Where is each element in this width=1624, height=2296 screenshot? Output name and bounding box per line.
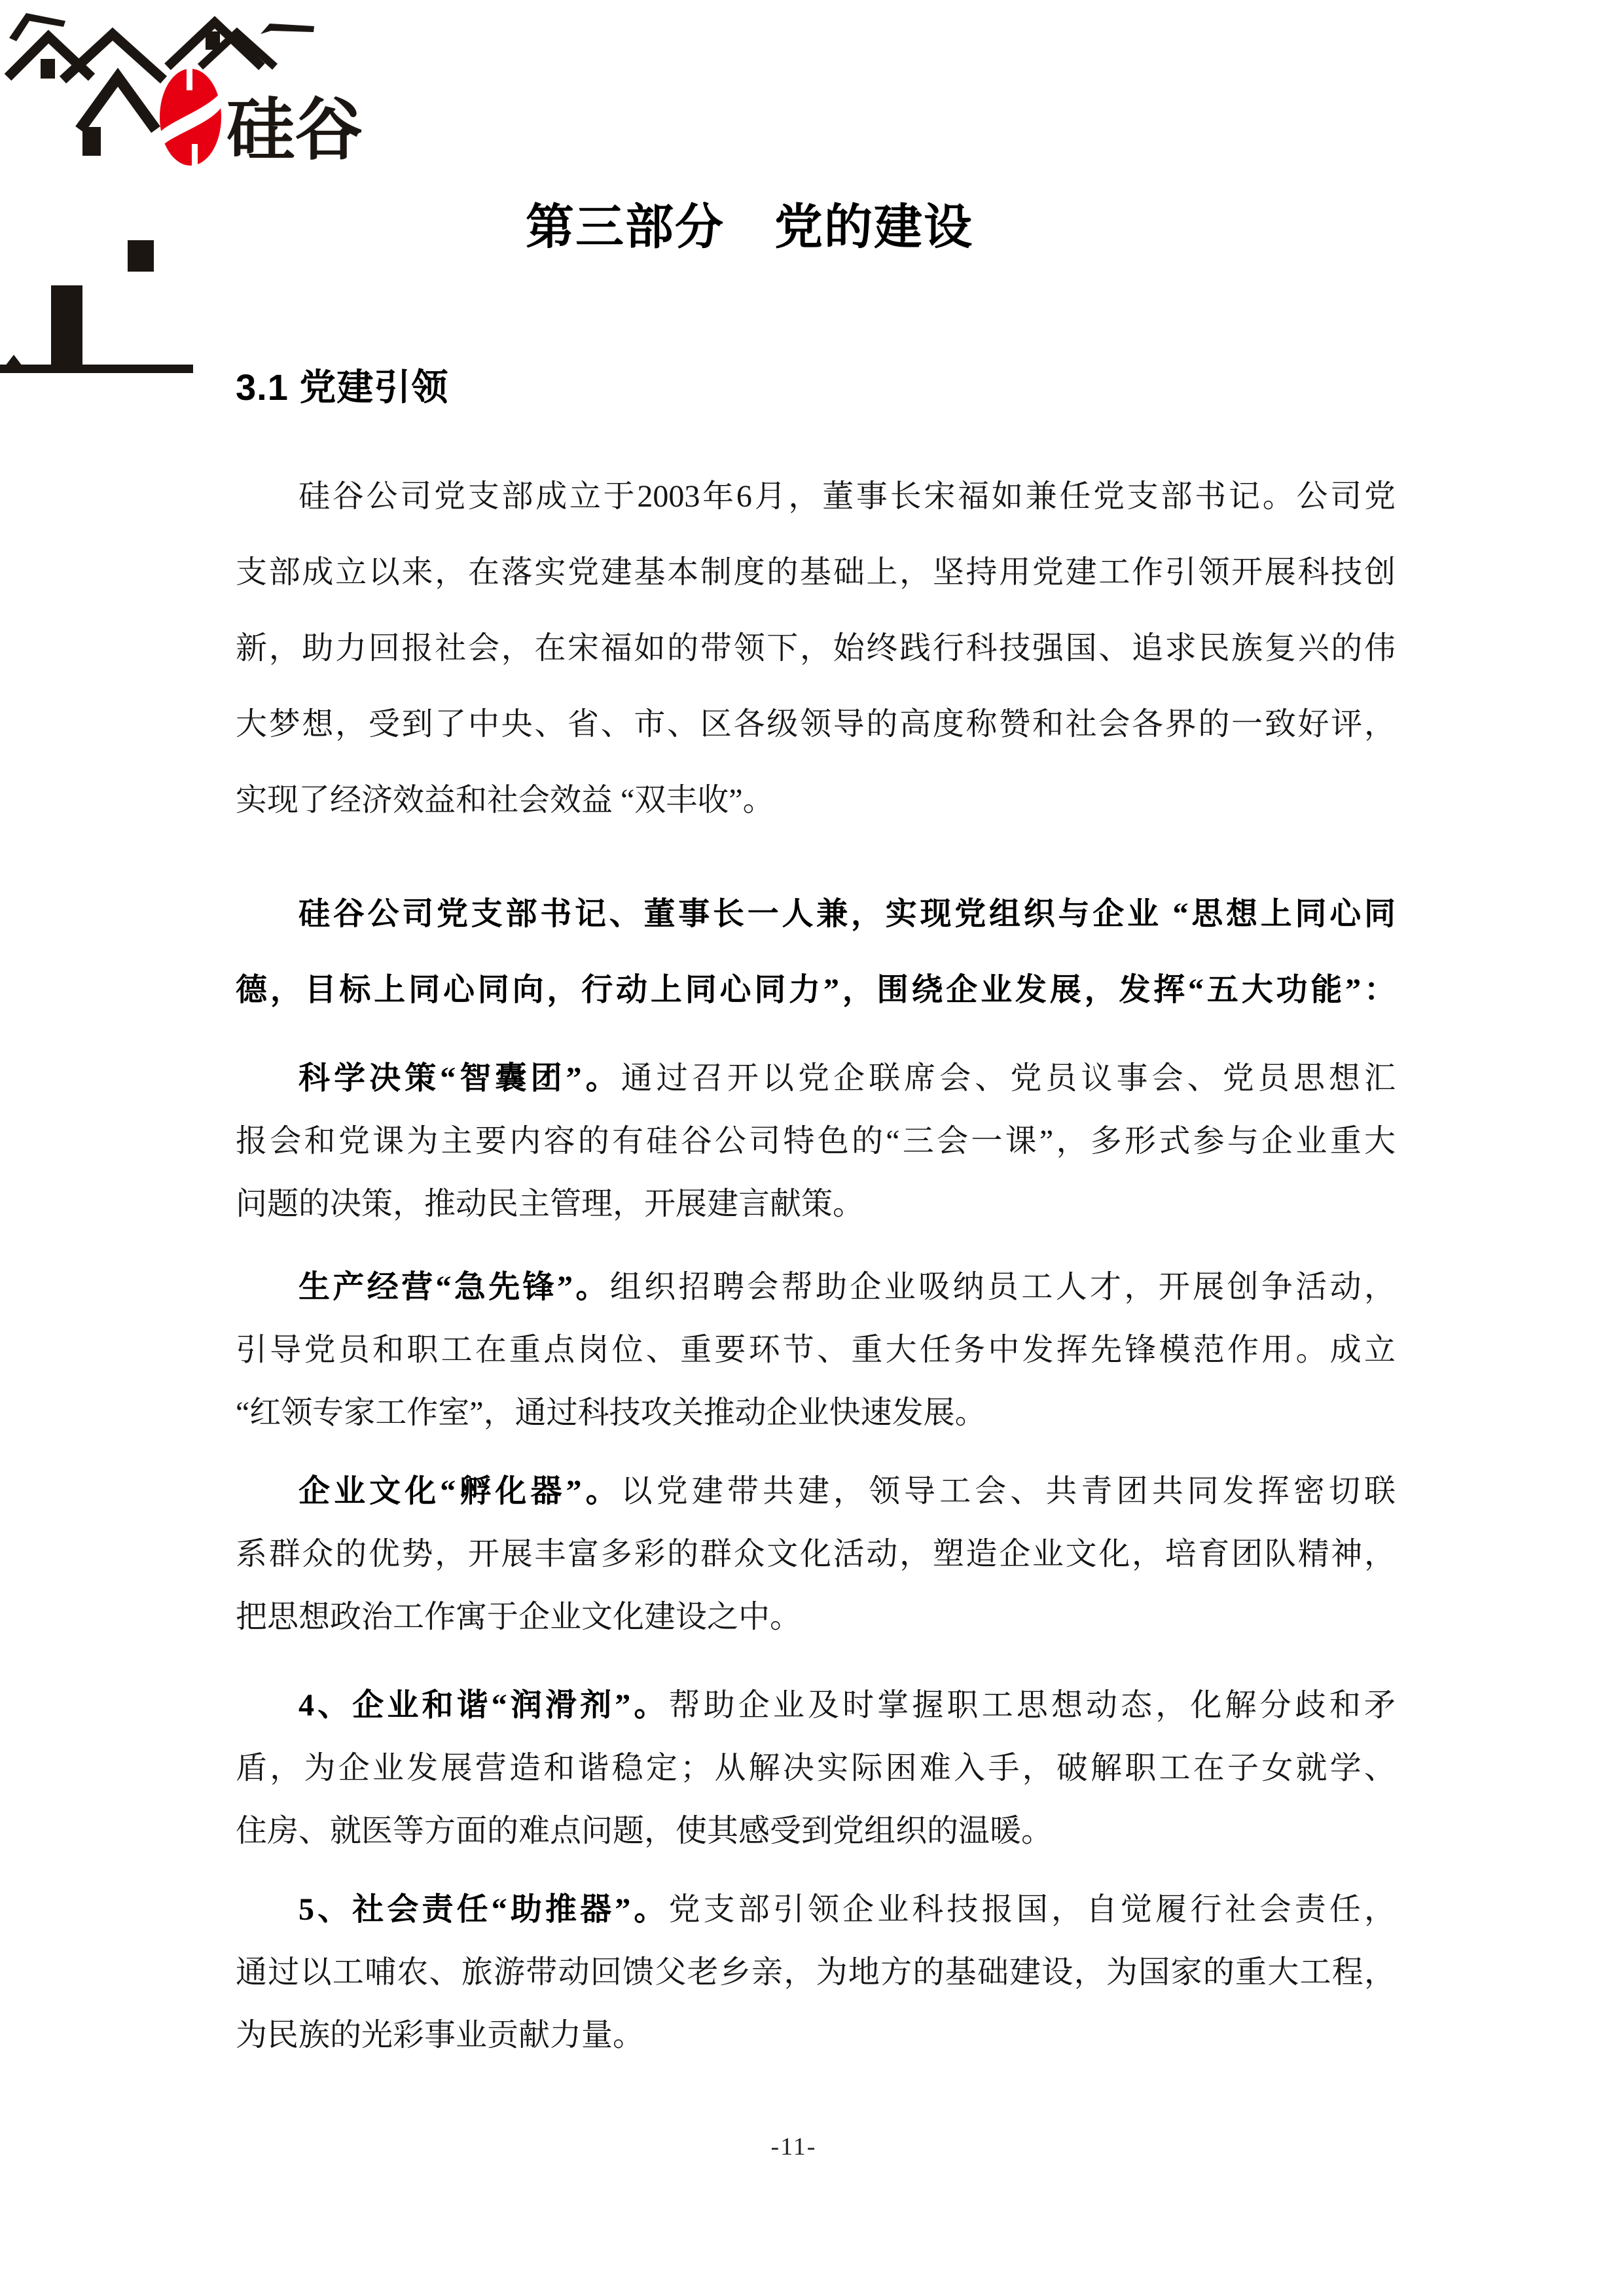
body-text: 组织招聘会帮助企业吸纳员工人才，开展创争活动， (609, 1270, 1396, 1304)
text-line (236, 876, 1396, 952)
logo-wordmark: 硅谷 (226, 92, 363, 168)
text-line (236, 1586, 1396, 1649)
body-text: 支部成立以来，在落实党建基本制度的基础上，坚持用党建工作引领开展科技创 (236, 555, 1396, 590)
body-paragraph (236, 1460, 1396, 1649)
document-body (236, 0, 1396, 2296)
red-s-emblem-icon (160, 67, 221, 168)
text-line (236, 459, 1396, 535)
text-line (236, 1674, 1396, 1737)
page-number: -11- (770, 2133, 817, 2161)
section-heading: 3.1 党建引领 (236, 367, 449, 408)
body-paragraph (236, 1256, 1396, 1444)
body-text: 通过召开以党企联席会、党员议事会、党员思想汇 (621, 1061, 1396, 1096)
text-line (236, 1047, 1396, 1110)
body-text: 大梦想，受到了中央、省、市、区各级领导的高度称赞和社会各界的一致好评， (236, 707, 1396, 742)
body-text: 新，助力回报社会，在宋福如的带领下，始终践行科技强国、追求民族复兴的伟 (236, 631, 1396, 666)
bold-lead-text: 生产经营“急先锋”。 (298, 1270, 610, 1304)
text-line (236, 1382, 1396, 1444)
text-line (236, 1941, 1396, 2004)
text-line (236, 535, 1396, 611)
body-paragraph (236, 459, 1396, 838)
text-line (236, 952, 1396, 1028)
body-text: 问题的决策，推动民主管理，开展建言献策。 (236, 1187, 865, 1221)
bold-lead-text: 5、社会责任“助推器”。 (298, 1892, 669, 1927)
body-paragraph (236, 1047, 1396, 1236)
body-text: 硅谷公司党支部成立于2003年6月，董事长宋福如兼任党支部书记。公司党 (298, 479, 1396, 514)
text-line (236, 1460, 1396, 1523)
body-paragraph (236, 876, 1396, 1028)
text-line (236, 1878, 1396, 1941)
text-line (236, 687, 1396, 762)
body-text: 实现了经济效益和社会效益 “双丰收”。 (236, 783, 774, 817)
body-text: 盾，为企业发展营造和谐稳定；从解决实际困难入手，破解职工在子女就学、 (236, 1751, 1396, 1785)
text-line (236, 1110, 1396, 1173)
text-line (236, 611, 1396, 687)
body-paragraph (236, 1878, 1396, 2067)
body-text: 通过以工哺农、旅游带动回馈父老乡亲，为地方的基础建设，为国家的重大工程， (236, 1955, 1396, 1990)
bold-lead-text: 德，目标上同心同向，行动上同心同力”，围绕企业发展，发挥“五大功能”： (236, 973, 1396, 1007)
body-text: 以党建带共建，领导工会、共青团共同发挥密切联 (621, 1474, 1396, 1509)
text-line (236, 1523, 1396, 1586)
bold-lead-text: 科学决策“智囊团”。 (298, 1061, 621, 1096)
body-text: 引导党员和职工在重点岗位、重要环节、重大任务中发挥先锋模范作用。成立 (236, 1333, 1396, 1367)
body-text: 住房、就医等方面的难点问题，使其感受到党组织的温暖。 (236, 1814, 1053, 1848)
document-title: 第三部分 党的建设 (526, 200, 973, 254)
text-line (236, 1800, 1396, 1863)
bold-lead-text: 硅谷公司党支部书记、董事长一人兼，实现党组织与企业 “思想上同心同 (298, 897, 1396, 931)
body-paragraph (236, 1674, 1396, 1863)
body-text: 报会和党课为主要内容的有硅谷公司特色的“三会一课”，多形式参与企业重大 (236, 1124, 1396, 1158)
bold-lead-text: 4、企业和谐“润滑剂”。 (298, 1688, 669, 1723)
text-line (236, 1319, 1396, 1382)
text-line (236, 762, 1396, 838)
body-text: 为民族的光彩事业贡献力量。 (236, 2018, 645, 2053)
text-line (236, 1256, 1396, 1319)
body-text: 把思想政治工作寓于企业文化建设之中。 (236, 1600, 802, 1634)
body-text: 帮助企业及时掌握职工思想动态，化解分歧和矛 (668, 1688, 1396, 1723)
text-line (236, 1173, 1396, 1236)
body-text: “红领专家工作室”，通过科技攻关推动企业快速发展。 (236, 1395, 986, 1430)
body-text: 党支部引领企业科技报国，自觉履行社会责任， (668, 1892, 1396, 1927)
text-line (236, 2004, 1396, 2067)
bold-lead-text: 企业文化“孵化器”。 (298, 1474, 621, 1509)
body-text: 系群众的优势，开展丰富多彩的群众文化活动，塑造企业文化，培育团队精神， (236, 1537, 1396, 1571)
text-line (236, 1737, 1396, 1800)
